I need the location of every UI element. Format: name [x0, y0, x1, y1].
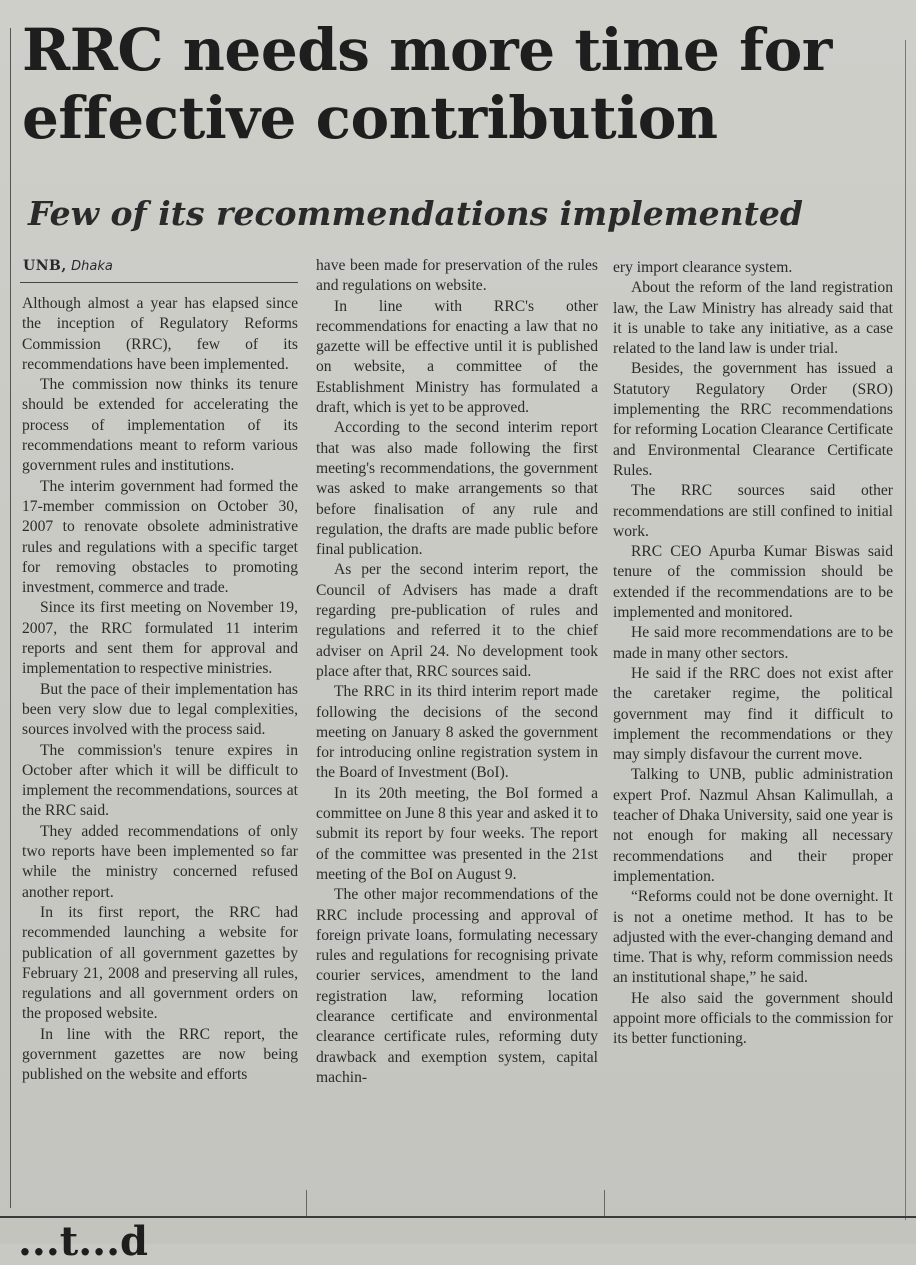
article-column-1 — [22, 294, 298, 1086]
paragraph: have been made for preservation of the rules and regulations on website. — [316, 257, 598, 295]
right-column-rule — [905, 40, 906, 1220]
paragraph: The commission's tenure expires in October after which it will be difficult to implement the recommendations, sources at the RRC said. — [22, 741, 298, 820]
left-column-rule — [10, 28, 11, 1208]
paragraph: ery import clearance system. — [613, 259, 793, 276]
paragraph: Although almost a year has elapsed since the inception of Regulatory Reforms Commission (RRC), few of its recommendations have been implemented. — [22, 295, 298, 373]
paragraph: The RRC in its third interim report made following the decisions of the second meeting on January 8 asked the government for introducing online registration system in the Board of Investment (BoI). — [316, 683, 598, 782]
paragraph: In its first report, the RRC had recommended launching a website for publication of all government gazettes by February 21, 2008 and preserving all rules, regulations and all government orders on the proposed website. — [22, 903, 298, 1023]
paragraph: Besides, the government has issued a Statutory Regulatory Order (SRO) implementing the RRC recommendations for reforming Location Clearance Certificate and Environmental Clearance Certificate Rules. — [613, 360, 893, 479]
paragraph: “Reforms could not be done overnight. It is not a onetime method. It has to be adjusted with the ever-changing demand and time. That is why, reform commission needs an institutional shape,” he said. — [613, 888, 893, 987]
byline-agency: UNB, — [23, 258, 67, 274]
paragraph: The interim government had formed the 17-member commission on October 30, 2007 to renovate obsolete administrative rules and regulations with a specific target for removing obstacles to promoting investment, commerce and trade. — [22, 477, 298, 597]
article-column-3 — [613, 258, 893, 1050]
paragraph: The commission now thinks its tenure should be extended for accelerating the process of implementation of its recommendations meant to reform various government rules and institutions. — [22, 376, 298, 475]
headline: RRC needs more time for effective contribution — [22, 16, 832, 152]
byline-rule — [20, 282, 298, 283]
paragraph: He said more recommendations are to be made in many other sectors. — [613, 624, 893, 662]
paragraph: In line with RRC's other recommendations for enacting a law that no gazette will be effective until it is published on website, a committee of the Establishment Ministry has formulated a draft, which is yet to be approved. — [316, 297, 598, 417]
paragraph: They added recommendations of only two reports have been implemented so far while the ministry concerned refused another report. — [22, 822, 298, 901]
paragraph: In line with the RRC report, the government gazettes are now being published on the website and efforts — [22, 1025, 298, 1084]
next-article-headline-fragment: ...t...d — [18, 1218, 148, 1265]
paragraph: He said if the RRC does not exist after the caretaker regime, the political government may find it difficult to implement the recommendations or they may simply disfavour the current move. — [613, 664, 893, 764]
paragraph: He also said the government should appoint more officials to the commission for its better functioning. — [613, 989, 893, 1048]
column-divider — [604, 1190, 605, 1218]
paragraph: But the pace of their implementation has been very slow due to legal complexities, sources involved with the process said. — [22, 680, 298, 739]
paragraph: About the reform of the land registration law, the Law Ministry has already said that it is unable to take any initiative, as a case related to the land law is under trial. — [613, 279, 893, 358]
paragraph: In its 20th meeting, the BoI formed a committee on June 8 this year and asked it to submit its report by four weeks. The report of the committee was presented in the 21st meeting of the BoI on August 9. — [316, 784, 598, 883]
paragraph: According to the second interim report that was also made following the first meeting's recommendations, the government was asked to make arrangements so that before finalisation of any rule and regulation, the drafts are made public before final publication. — [316, 419, 598, 559]
article-column-2 — [316, 256, 598, 1088]
byline — [23, 256, 113, 277]
paragraph: As per the second interim report, the Council of Advisers has made a draft regarding pre-publication of rules and regulations and referred it to the chief adviser on April 24. No development took place after that, RRC sources said. — [316, 561, 598, 680]
paragraph: Talking to UNB, public administration expert Prof. Nazmul Ahsan Kalimullah, a teacher of Dhaka University, said one year is not enough for making all necessary recommendations and their proper implementation. — [613, 766, 893, 885]
paragraph: The other major recommendations of the RRC include processing and approval of foreign private loans, formulating necessary rules and regulations for recognising private courier services, amendment to the land registration law, reforming location clearance certificate and environmental clearance certificate rules, reforming duty drawback and exemption system, capital machin- — [316, 886, 598, 1086]
paragraph: RRC CEO Apurba Kumar Biswas said tenure of the commission should be extended if the recommendations are to be implemented and monitored. — [613, 543, 893, 622]
column-divider — [306, 1190, 307, 1218]
paragraph: The RRC sources said other recommendations are still confined to initial work. — [613, 482, 893, 540]
paragraph: Since its first meeting on November 19, 2007, the RRC formulated 11 interim reports and sent them for approval and implementation to respective ministries. — [22, 599, 298, 678]
byline-place: Dhaka — [71, 259, 113, 274]
subheadline: Few of its recommendations implemented — [28, 194, 803, 233]
